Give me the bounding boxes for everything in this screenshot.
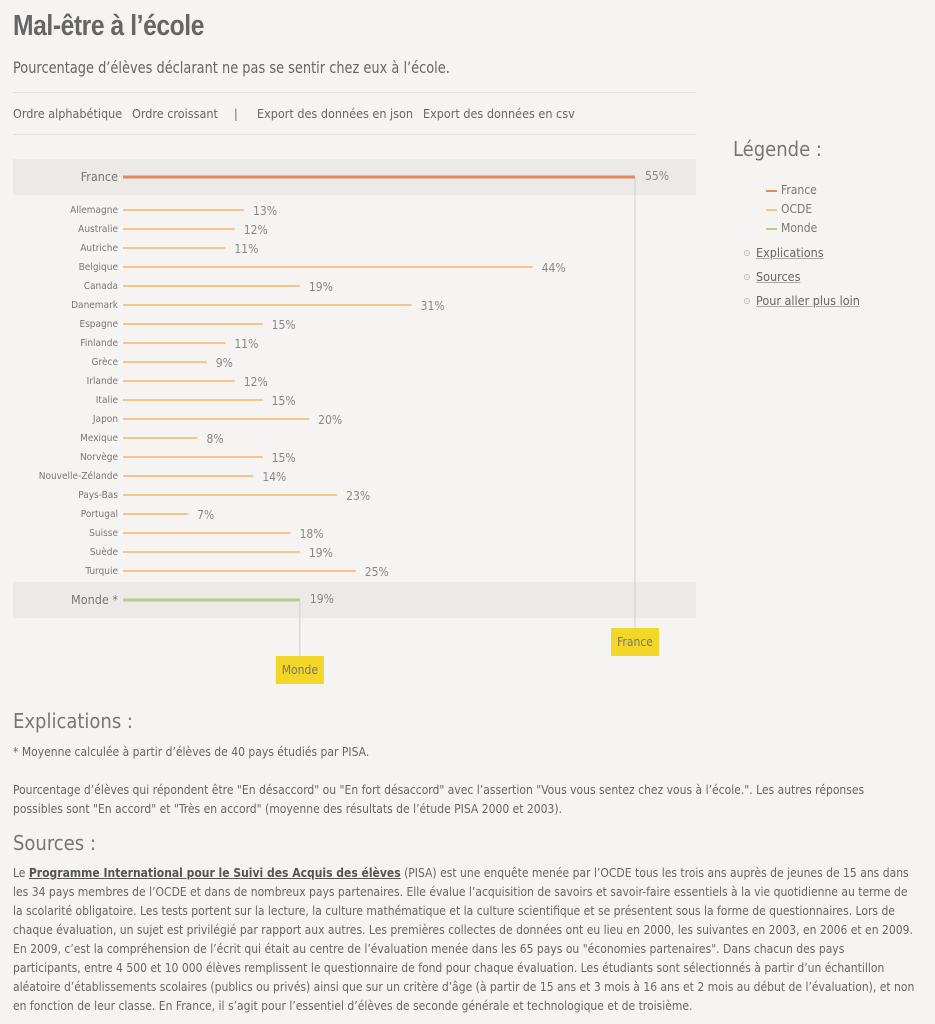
legend-label-france: France: [781, 183, 817, 197]
category-label-canada: Canada: [83, 281, 118, 292]
value-label-belgique: 44%: [541, 261, 566, 275]
category-label-allemagne: Allemagne: [70, 205, 118, 216]
legend-swatch-ocde: [766, 209, 777, 211]
category-label-france: France: [80, 169, 118, 184]
value-label-espagne: 15%: [271, 318, 296, 332]
category-label-portugal: Portugal: [80, 509, 118, 520]
category-label-norvege: Norvège: [79, 452, 118, 463]
category-label-pays-bas: Pays-Bas: [78, 490, 118, 501]
category-label-autriche: Autriche: [80, 243, 118, 254]
category-label-monde: Monde *: [71, 592, 118, 607]
value-label-monde: 19%: [309, 592, 334, 606]
further-reading-link[interactable]: Pour aller plus loin: [756, 293, 860, 308]
category-label-italie: Italie: [95, 395, 118, 406]
value-label-irlande: 12%: [243, 375, 268, 389]
legend-list: [766, 183, 817, 240]
value-label-autriche: 11%: [234, 242, 259, 256]
value-label-allemagne: 13%: [253, 204, 278, 218]
category-label-suede: Suède: [89, 547, 118, 558]
value-label-italie: 15%: [271, 394, 296, 408]
value-label-suisse: 18%: [299, 527, 324, 541]
value-label-japon: 20%: [318, 413, 343, 427]
category-label-suisse: Suisse: [89, 528, 118, 539]
value-label-danemark: 31%: [420, 299, 445, 313]
bullet-icon: [744, 274, 750, 280]
value-label-suede: 19%: [308, 546, 333, 560]
monde-marker-tag-label: Monde: [281, 663, 319, 677]
link-item-explications: [744, 245, 860, 269]
bullet-icon: [744, 298, 750, 304]
sort-alphabetical-link[interactable]: Ordre alphabétique: [13, 106, 123, 121]
sources-heading: Sources :: [13, 831, 96, 855]
category-label-turquie: Turquie: [85, 566, 118, 577]
bar-chart: [0, 150, 700, 695]
explications-heading: Explications :: [13, 709, 133, 733]
explications-text: Pourcentage d’élèves qui répondent être "En désaccord" ou "En fort désaccord" avec l’assertion "Vous vous sentez chez vous à l’école.". Les autres réponses possibles sont "En accord" et "Très en accord" (moyenne des résultats de l’étude PISA 2000 et 2003).: [13, 783, 865, 816]
category-label-danemark: Danemark: [71, 300, 118, 311]
page-title: Mal-être à l’école: [13, 10, 205, 42]
category-label-grece: Grèce: [91, 357, 118, 368]
category-label-espagne: Espagne: [79, 319, 118, 330]
value-label-nouvelle-zelande: 14%: [262, 470, 287, 484]
sources-prefix: Le: [13, 866, 29, 880]
value-label-grece: 9%: [215, 356, 233, 370]
legend-title: Légende :: [733, 137, 822, 161]
category-label-mexique: Mexique: [80, 433, 118, 444]
value-label-portugal: 7%: [197, 508, 215, 522]
france-marker-tag-label: France: [617, 635, 653, 649]
legend-swatch-monde: [766, 228, 777, 230]
section-links: [744, 245, 860, 317]
category-label-nouvelle-zelande: Nouvelle-Zélande: [38, 471, 118, 482]
pisa-link[interactable]: Programme International pour le Suivi des Acquis des élèves: [28, 866, 401, 880]
explications-note: * Moyenne calculée à partir d’élèves de 40 pays étudiés par PISA.: [13, 745, 370, 759]
value-label-mexique: 8%: [206, 432, 224, 446]
legend-label-monde: Monde: [781, 221, 818, 235]
explications-link[interactable]: Explications: [756, 245, 824, 260]
category-label-finlande: Finlande: [80, 338, 118, 349]
toolbar-separator: |: [234, 106, 238, 121]
value-label-finlande: 11%: [234, 337, 259, 351]
category-label-japon: Japon: [92, 414, 118, 425]
value-label-norvege: 15%: [271, 451, 296, 465]
value-label-canada: 19%: [308, 280, 333, 294]
value-label-pays-bas: 23%: [346, 489, 371, 503]
value-label-france: 55%: [645, 169, 669, 183]
export-csv-link[interactable]: Export des données en csv: [423, 106, 575, 121]
link-item-sources: [744, 269, 860, 293]
category-label-irlande: Irlande: [86, 376, 118, 387]
value-label-australie: 12%: [243, 223, 268, 237]
legend-label-ocde: OCDE: [781, 202, 813, 216]
page-subtitle: Pourcentage d’élèves déclarant ne pas se sentir chez eux à l’école.: [13, 58, 450, 77]
export-json-link[interactable]: Export des données en json: [257, 106, 414, 121]
sources-body: (PISA) est une enquête menée par l’OCDE tous les trois ans auprès de jeunes de 15 ans dans les 34 pays membres de l’OCDE et dans de nombreux pays partenaires. Elle évalue l’acquisition de savoirs et savoir-faire essentiels à la vie quotidienne au terme de la scolarité obligatoire. Les tests portent sur la lecture, la culture mathématique et la culture scientifique et se présentent sous la forme de questionnaires. Lors de chaque évaluation, un sujet est privilégié par rapport aux autres. Les premières collectes de données ont eu lieu en 2000, les suivantes en 2003, en 2006 et en 2009. En 2009, c’est la compréhension de l’écrit qui était au centre de l’évaluation menée dans les 65 pays ou "économies partenaires". Dans chacun des pays participants, entre 4 500 et 10 000 élèves remplissent le questionnaire de fond pour chaque évaluation. Les étudiants sont sélectionnés à partir d’un échantillon aléatoire d’établissements scolaires (publics ou privés) ainsi que sur un critère d’âge (à partir de 15 ans et 3 mois à 16 ans et 2 mois au début de l’évaluation), et non en fonction de leur classe. En France, il s’agit pour l’essentiel d’élèves de seconde générale et technologique et de troisième.: [13, 866, 915, 1013]
value-label-turquie: 25%: [364, 565, 389, 579]
chart-toolbar: [13, 92, 696, 135]
bullet-icon: [744, 250, 750, 256]
sources-link[interactable]: Sources: [756, 269, 801, 284]
category-label-belgique: Belgique: [78, 262, 118, 273]
legend-item-ocde: [766, 202, 817, 221]
link-item-plus-loin: [744, 293, 860, 317]
legend-item-monde: [766, 221, 817, 240]
sort-ascending-link[interactable]: Ordre croissant: [132, 106, 218, 121]
legend-item-france: [766, 183, 817, 202]
sources-text: [13, 864, 915, 1016]
legend-swatch-france: [766, 190, 777, 192]
category-label-australie: Australie: [78, 224, 118, 235]
